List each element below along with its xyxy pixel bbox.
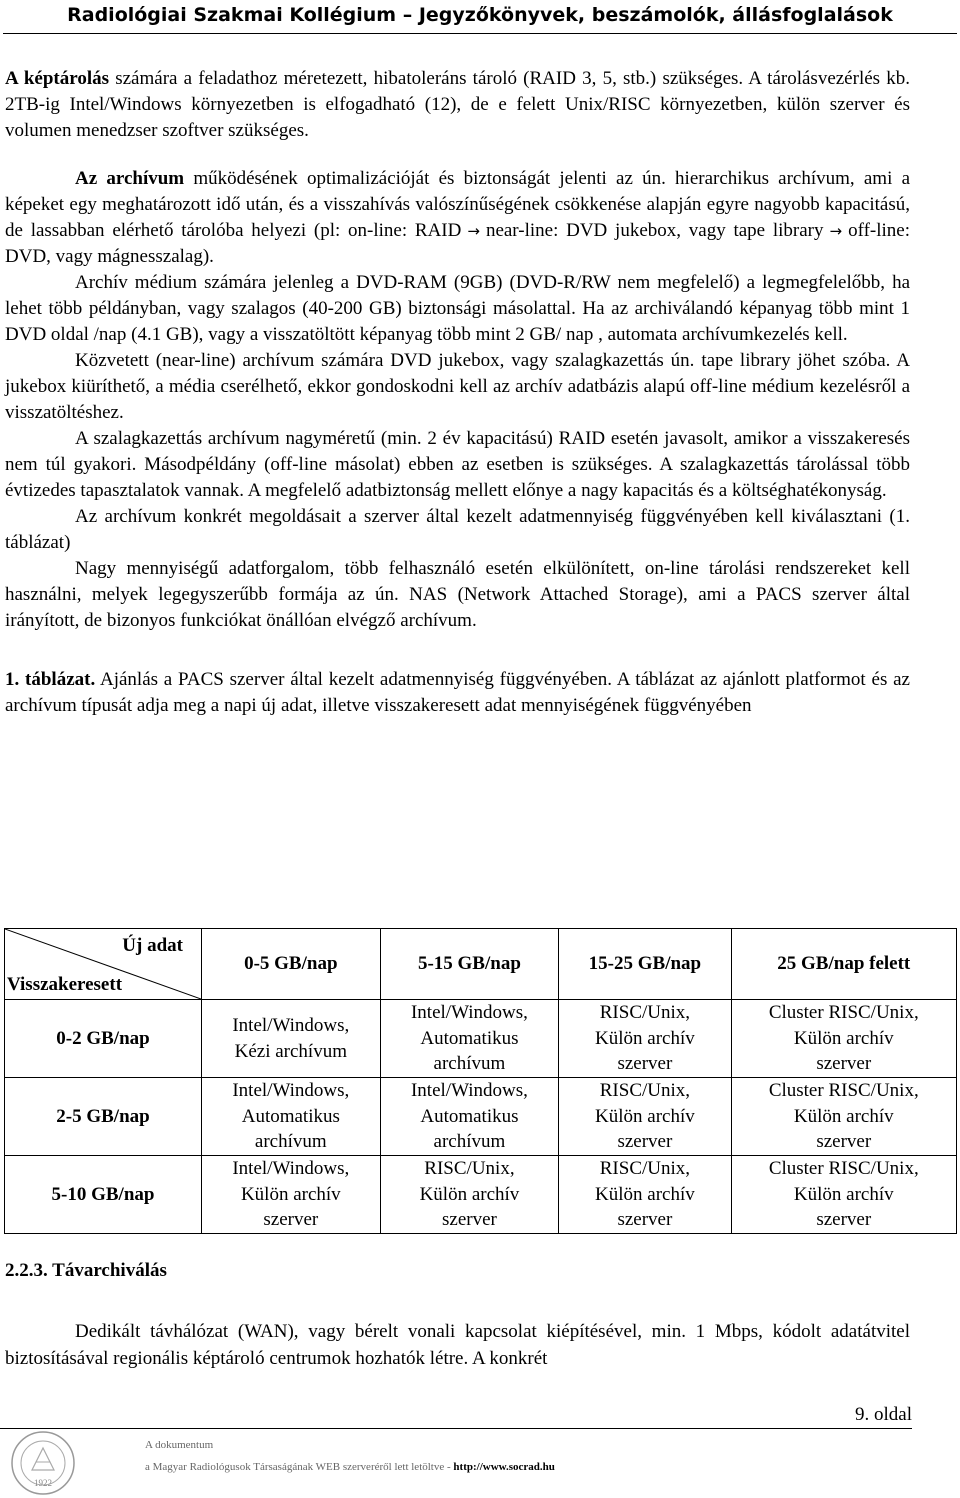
paragraph-1-text: számára a feladathoz méretezett, hibatoleráns tároló (RAID 3, 5, stb.) szükséges. A tárolásvezérlés kb. 2TB-ig Intel/Windows környezetben is elfogadható (12), de e felett Unix/RISC környezetben, külön szerver és volumen menedzser szoftver szükséges. — [5, 68, 910, 141]
table-cell: Intel/Windows, Külön archív szerver — [202, 1156, 381, 1234]
paragraph-6: Az archívum konkrét megoldásait a szerver által kezelt adatmennyiség függvényében kell kiválasztani (1. táblázat) — [5, 506, 910, 553]
footer-line-1: A dokumentum — [145, 1439, 214, 1451]
paragraph-3: Archív médium számára jelenleg a DVD-RAM (9GB) (DVD-R/RW nem megfelelő) a legmegfelelőbb, ha lehet több példányban, vagy szalagos (40-200 GB) biztonsági másolattal. Ha az archiválandó képanyag több mint 1 DVD oldal /nap (4.1 GB), vagy a visszatöltött képanyag több mint 2 GB/ nap , automata archívumkezelés kell. — [5, 272, 910, 345]
term-kepatarolas: A képtárolás — [5, 68, 110, 89]
table-cell: RISC/Unix, Külön archív szerver — [559, 1078, 731, 1156]
row-header: 2-5 GB/nap — [5, 1078, 202, 1156]
page-header — [0, 0, 960, 34]
section-body — [5, 1318, 910, 1372]
footer-rule — [0, 1428, 912, 1429]
table-row — [5, 1000, 957, 1078]
table-cell: Intel/Windows, Automatikus archívum — [202, 1078, 381, 1156]
table-row — [5, 1078, 957, 1156]
table-cell: RISC/Unix, Külön archív szerver — [380, 1156, 559, 1234]
table-row — [5, 1156, 957, 1234]
row-header: 0-2 GB/nap — [5, 1000, 202, 1078]
svg-text:1922: 1922 — [34, 1478, 52, 1488]
paragraph-4: Közvetett (near-line) archívum számára DVD jukebox, vagy szalagkazettás ún. tape library jöhet szóba. A jukebox kiüríthető, a média cserélhető, ekkor gondoskodni kell az archív adatbázis alapú off-line médium kezelésről a visszatöltéshez. — [5, 350, 910, 423]
corner-label-new-data: Új adat — [122, 935, 183, 956]
column-header: 25 GB/nap felett — [731, 929, 956, 1000]
arrow-icon: → — [467, 222, 480, 240]
paragraph-5: A szalagkazettás archívum nagyméretű (min. 2 év kapacitású) RAID esetén javasolt, amikor a visszakeresés nem túl gyakori. Másodpéldány (off-line másolat) ebben az esetben is szükséges. A szalagkazettás tárolással több évtizedes tapasztalatok vannak. A megfelelő adatbiztonság mellett előnye a nagy kapacitás és a költséghatékonyság. — [5, 428, 910, 501]
column-header: 15-25 GB/nap — [559, 929, 731, 1000]
table-cell: RISC/Unix, Külön archív szerver — [559, 1000, 731, 1078]
header-rule — [3, 33, 957, 34]
table-cell: Intel/Windows, Kézi archívum — [202, 1000, 381, 1078]
column-header: 0-5 GB/nap — [202, 929, 381, 1000]
caption-text: Ajánlás a PACS szerver által kezelt adatmennyiség függvényében. A táblázat az ajánlott platformot és az archívum típusát adja meg a napi új adat, illetve visszakeresett adat mennyiségének függvényében — [5, 669, 910, 716]
paragraph-7: Nagy mennyiségű adatforgalom, több felhasználó esetén elkülönített, on-line tárolási rendszereket kell használni, melyek legegyszerűbb formája az ún. NAS (Network Attached Storage), ami a PACS szerver által irányított, de bizonyos funkciókat önállóan elvégző archívum. — [5, 558, 910, 631]
paragraph-remote-archiving: Dedikált távhálózat (WAN), vagy bérelt vonali kapcsolat kiépítésével, min. 1 Mbps, kódolt adatátvitel biztosításával regionális képtároló centrumok hozhatók létre. A konkrét — [5, 1321, 910, 1369]
header-title: Radiológiai Szakmai Kollégium – Jegyzőkönyvek, beszámolók, állásfoglalások — [67, 4, 893, 26]
arrow-icon: → — [829, 222, 843, 240]
table-cell: Intel/Windows, Automatikus archívum — [380, 1000, 559, 1078]
table-cell: Cluster RISC/Unix, Külön archív szerver — [731, 1078, 956, 1156]
recommendation-table — [4, 928, 957, 1234]
table-corner-cell — [5, 929, 202, 1000]
page-number: 9. oldal — [855, 1404, 912, 1425]
paragraph-1 — [5, 66, 910, 144]
table-header-row — [5, 929, 957, 1000]
row-header: 5-10 GB/nap — [5, 1156, 202, 1234]
table-cell: Intel/Windows, Automatikus archívum — [380, 1078, 559, 1156]
section-heading: 2.2.3. Távarchiválás — [5, 1260, 167, 1281]
footer-link[interactable]: http://www.socrad.hu — [453, 1461, 555, 1473]
corner-label-retrieved: Visszakeresett — [7, 973, 123, 995]
column-header: 5-15 GB/nap — [380, 929, 559, 1000]
paragraph-2-text-a: működésének optimalizációját és biztonságát jelenti az ún. hierarchikus archívum, ami a képeket egy meghatározott idő után, és a visszahívás valószínűségének csökkenése alapján egyre nagyobb kapacitású, de lassabban elérhető tárolóba helyezi (pl: on-line: RAID — [5, 168, 910, 241]
term-archivum: Az archívum — [75, 168, 185, 189]
footer — [145, 1434, 555, 1478]
paragraph-2-text-b: near-line: DVD jukebox, vagy tape library — [485, 220, 824, 241]
paragraph-2 — [5, 166, 910, 270]
paragraph-2-text-c: off-line: DVD, vagy mágnesszalag). — [5, 220, 911, 267]
footer-line-2: a Magyar Radiológusok Társaságának WEB szerveréről lett letöltve - http://www.socrad.hu — [145, 1461, 555, 1473]
table-cell: Cluster RISC/Unix, Külön archív szerver — [731, 1000, 956, 1078]
society-seal-icon — [10, 1430, 76, 1496]
caption-label: 1. táblázat. — [5, 669, 96, 690]
body-text — [5, 66, 910, 719]
footer-source: a Magyar Radiológusok Társaságának WEB szerveréről lett letöltve — [145, 1461, 445, 1473]
table-cell: RISC/Unix, Külön archív szerver — [559, 1156, 731, 1234]
table-cell: Cluster RISC/Unix, Külön archív szerver — [731, 1156, 956, 1234]
table-caption — [5, 667, 910, 719]
